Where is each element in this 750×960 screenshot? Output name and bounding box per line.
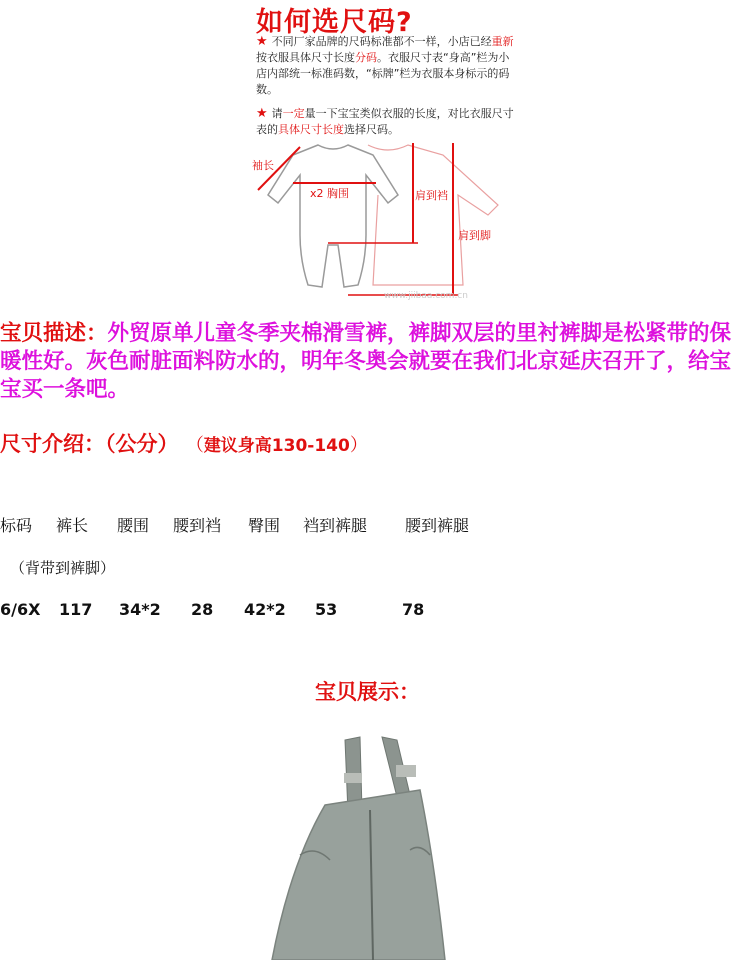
size-intro-paren-open: （ (185, 435, 204, 456)
size-guide-tip-1 (256, 34, 516, 98)
description-body: 外贸原单儿童冬季夹棉滑雪裤，裤脚双层的里衬裤脚是松紧带的保暖性好。灰色耐脏面料防水的，明年冬奥会就要在我们北京延庆召开了，给宝宝买一条吧。 (0, 321, 732, 402)
size-intro-paren-close: ） (349, 435, 368, 456)
tip1-text-c: 按衣服具体尺寸长度 (256, 51, 355, 64)
tip2-text-c: 量一下宝宝类似衣服的长度，对比衣服尺寸表的 (256, 107, 514, 136)
size-guide-title: 如何选尺码? (256, 7, 413, 38)
table-header-note: （背带到裤脚） (10, 559, 116, 577)
tip2-text-e: 选择尺码。 (344, 123, 399, 136)
table-header-cell: 腰围 (117, 516, 150, 535)
table-header-cell: 裤长 (56, 516, 89, 535)
dress-outline (368, 145, 498, 285)
watermark-text: www.jiibaa.com.cn (384, 291, 468, 301)
label-sleeve: 袖长 (252, 159, 274, 172)
table-cell: 28 (191, 600, 214, 619)
size-intro-heading (0, 428, 368, 458)
overalls-body (272, 790, 445, 960)
table-header-cell: 裆到裤腿 (303, 516, 368, 535)
table-cell: 34*2 (119, 600, 161, 619)
table-cell: 53 (315, 600, 338, 619)
star-icon: ★ (256, 34, 268, 49)
description-lead: 宝贝描述： (0, 321, 108, 346)
table-cell: 6/6X (0, 600, 41, 619)
label-foot: 肩到脚 (458, 229, 491, 242)
table-cell: 78 (402, 600, 425, 619)
label-chest: x2 胸围 (310, 187, 350, 200)
size-intro-recommendation: 建议身高130-140 (203, 436, 350, 456)
tip1-text-a: 不同厂家品牌的尺码标准都不一样，小店已经 (271, 35, 492, 48)
table-header-cell: 标码 (0, 516, 33, 535)
showcase-title: 宝贝展示： (315, 680, 420, 704)
tip2-text-a: 请 (271, 107, 283, 120)
size-intro-label: 尺寸介绍：（公分） (0, 432, 179, 456)
table-cell: 42*2 (244, 600, 286, 619)
tip1-text-b: 重新 (491, 35, 514, 48)
left-buckle (344, 773, 362, 783)
table-header-cell: 臀围 (248, 516, 281, 535)
tip2-text-d: 具体尺寸长度 (278, 123, 344, 136)
size-guide-tip-2 (256, 106, 516, 138)
star-icon: ★ (256, 106, 268, 121)
product-description (0, 320, 750, 404)
label-crotch: 肩到裆 (415, 189, 448, 202)
table-cell: 117 (59, 600, 93, 619)
romper-outline (268, 145, 398, 287)
tip1-text-d: 分码 (355, 51, 377, 64)
table-header-cell: 腰到裆 (173, 516, 222, 535)
tip2-text-b: 一定 (282, 107, 305, 120)
product-photo-overalls (270, 735, 480, 960)
table-header-cell: 腰到裤腿 (405, 516, 470, 535)
right-buckle (396, 765, 416, 777)
tip1-text-e: 。衣服尺寸表“身高”栏为小店内部统一标准码数，“标牌”栏为衣服本身标示的码数。 (256, 51, 510, 96)
garment-measurement-diagram (248, 135, 518, 305)
